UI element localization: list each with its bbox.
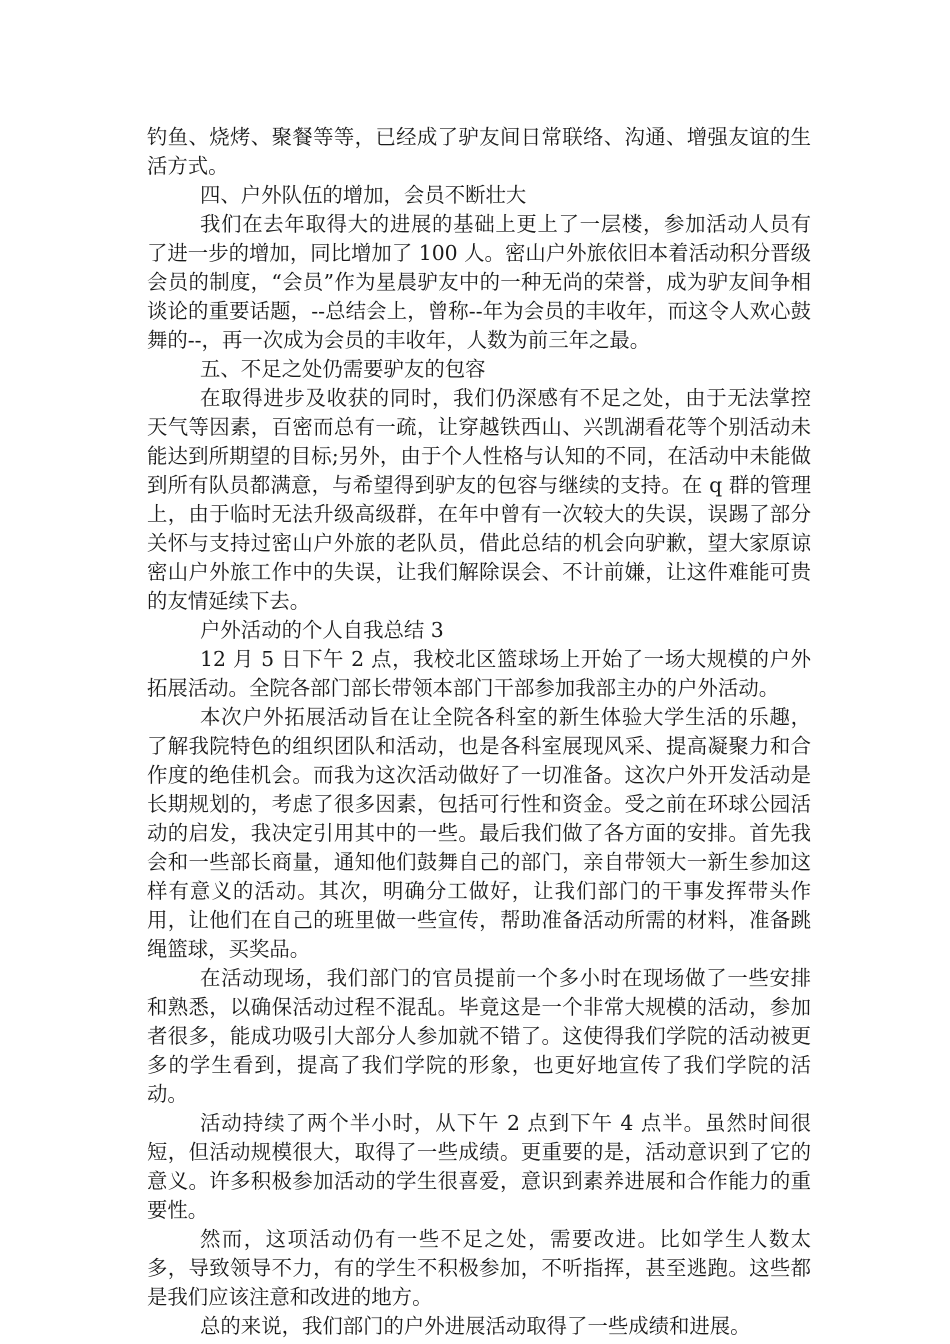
document-body xyxy=(147,123,811,1341)
paragraph: 在取得进步及收获的同时，我们仍深感有不足之处，由于无法掌控天气等因素，百密而总有一疏，让穿越铁西山、兴凯湖看花等个别活动未能达到所期望的目标;另外，由于个人性格与认知的不同，在活动中未能做到所有队员都满意，与希望得到驴友的包容与继续的支持。在 q 群的管理上，由于临时无法升级高级群，在年中曾有一次较大的失误，误踢了部分关怀与支持过密山户外旅的老队员，借此总结的机会向驴歉，望大家原谅密山户外旅工作中的失误，让我们解除误会、不计前嫌，让这件难能可贵的友情延续下去。 xyxy=(147,386,811,613)
paragraph: 在活动现场，我们部门的官员提前一个多小时在现场做了一些安排和熟悉，以确保活动过程不混乱。毕竟这是一个非常大规模的活动，参加者很多，能成功吸引大部分人参加就不错了。这使得我们学院的活动被更多的学生看到，提高了我们学院的形象，也更好地宣传了我们学院的活动。 xyxy=(147,966,811,1106)
paragraph: 然而，这项活动仍有一些不足之处，需要改进。比如学生人数太多，导致领导不力，有的学生不积极参加，不听指挥，甚至逃跑。这些都是我们应该注意和改进的地方。 xyxy=(147,1227,811,1309)
paragraph: 我们在去年取得大的进展的基础上更上了一层楼，参加活动人员有了进一步的增加，同比增加了 100 人。密山户外旅依旧本着活动积分晋级会员的制度，“会员”作为星晨驴友中的一种无尚的荣誉，成为驴友间争相谈论的重要话题，--总结会上，曾称--年为会员的丰收年，而这令人欢心鼓舞的--，再一次成为会员的丰收年，人数为前三年之最。 xyxy=(147,212,811,352)
article-title-3: 户外活动的个人自我总结 3 xyxy=(200,618,444,642)
paragraph-continuation: 钓鱼、烧烤、聚餐等等，已经成了驴友间日常联络、沟通、增强友谊的生活方式。 xyxy=(147,125,811,178)
section-heading-5: 五、不足之处仍需要驴友的包容 xyxy=(200,357,486,381)
paragraph: 12 月 5 日下午 2 点，我校北区篮球场上开始了一场大规模的户外拓展活动。全院各部门部长带领本部门干部参加我部主办的户外活动。 xyxy=(147,647,811,700)
paragraph: 活动持续了两个半小时，从下午 2 点到下午 4 点半。虽然时间很短，但活动规模很大，取得了一些成绩。更重要的是，活动意识到了它的意义。许多积极参加活动的学生很喜爱，意识到素养进展和合作能力的重要性。 xyxy=(147,1111,811,1222)
paragraph: 总的来说，我们部门的户外进展活动取得了一些成绩和进展。 xyxy=(200,1314,751,1338)
section-heading-4: 四、户外队伍的增加，会员不断壮大 xyxy=(200,183,527,207)
paragraph: 本次户外拓展活动旨在让全院各科室的新生体验大学生活的乐趣，了解我院特色的组织团队和活动，也是各科室展现风采、提高凝聚力和合作度的绝佳机会。而我为这次活动做好了一切准备。这次户外开发活动是长期规划的，考虑了很多因素，包括可行性和资金。受之前在环球公园活动的启发，我决定引用其中的一些。最后我们做了各方面的安排。首先我会和一些部长商量，通知他们鼓舞自己的部门，亲自带领大一新生参加这样有意义的活动。其次，明确分工做好，让我们部门的干事发挥带头作用，让他们在自己的班里做一些宣传，帮助准备活动所需的材料，准备跳绳篮球，买奖品。 xyxy=(147,705,811,961)
